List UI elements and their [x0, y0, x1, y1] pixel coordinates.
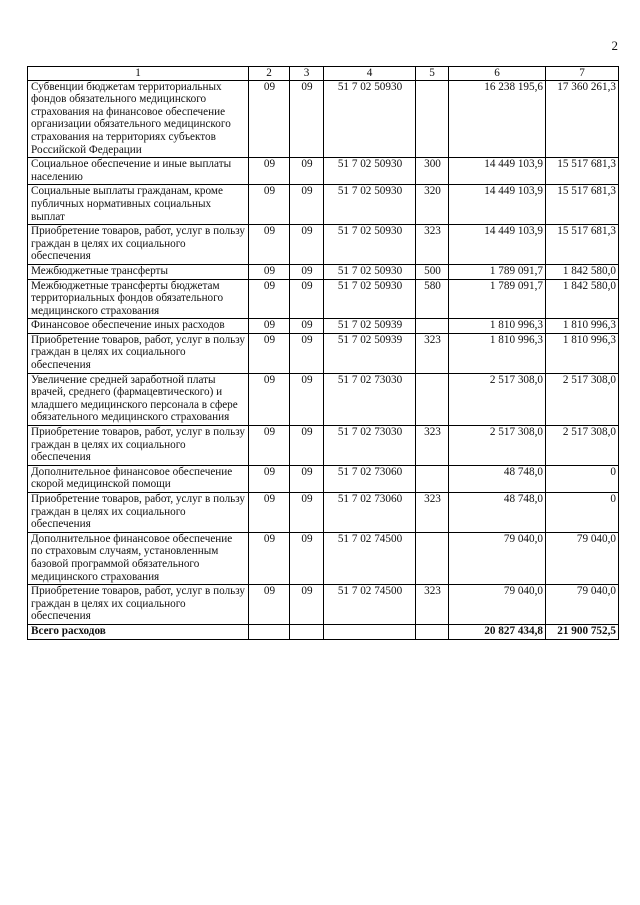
row-name-cell: Приобретение товаров, работ, услуг в пользу граждан в целях их социального обеспечения	[28, 585, 249, 625]
row-col5-cell	[416, 80, 449, 158]
table-header-row	[28, 67, 619, 81]
row-col4-cell: 51 7 02 74500	[324, 532, 416, 584]
row-col3-cell: 09	[290, 532, 324, 584]
table-row	[28, 225, 619, 265]
row-col2-cell: 09	[249, 158, 290, 185]
table-cell	[249, 624, 290, 639]
table-cell	[416, 624, 449, 639]
row-col3-cell: 09	[290, 319, 324, 334]
table-cell	[324, 624, 416, 639]
row-col5-cell: 323	[416, 426, 449, 466]
total-col6: 20 827 434,8	[449, 624, 546, 639]
row-col7-cell: 0	[546, 493, 619, 533]
row-name-cell: Приобретение товаров, работ, услуг в пользу граждан в целях их социального обеспечения	[28, 493, 249, 533]
row-col7-cell: 79 040,0	[546, 585, 619, 625]
table-row	[28, 532, 619, 584]
row-name-cell: Приобретение товаров, работ, услуг в пользу граждан в целях их социального обеспечения	[28, 426, 249, 466]
page-number: 2	[611, 38, 618, 53]
row-col6-cell: 1 810 996,3	[449, 319, 546, 334]
row-col2-cell: 09	[249, 80, 290, 158]
column-header: 3	[290, 67, 324, 81]
row-name-cell: Финансовое обеспечение иных расходов	[28, 319, 249, 334]
row-col3-cell: 09	[290, 264, 324, 279]
row-col4-cell: 51 7 02 50930	[324, 264, 416, 279]
row-col3-cell: 09	[290, 333, 324, 373]
table-row	[28, 585, 619, 625]
row-col4-cell: 51 7 02 74500	[324, 585, 416, 625]
row-col5-cell	[416, 373, 449, 425]
row-col4-cell: 51 7 02 73060	[324, 465, 416, 492]
row-col6-cell: 48 748,0	[449, 493, 546, 533]
row-col5-cell	[416, 532, 449, 584]
row-col2-cell: 09	[249, 319, 290, 334]
table-row	[28, 465, 619, 492]
row-col6-cell: 79 040,0	[449, 585, 546, 625]
row-col7-cell: 1 810 996,3	[546, 319, 619, 334]
row-col3-cell: 09	[290, 373, 324, 425]
row-col4-cell: 51 7 02 73060	[324, 493, 416, 533]
row-col7-cell: 15 517 681,3	[546, 225, 619, 265]
row-col4-cell: 51 7 02 50939	[324, 333, 416, 373]
row-col7-cell: 1 810 996,3	[546, 333, 619, 373]
row-col7-cell: 1 842 580,0	[546, 279, 619, 319]
row-col2-cell: 09	[249, 225, 290, 265]
table-cell	[290, 624, 324, 639]
row-col6-cell: 2 517 308,0	[449, 426, 546, 466]
row-name-cell: Дополнительное финансовое обеспечение скорой медицинской помощи	[28, 465, 249, 492]
row-col2-cell: 09	[249, 373, 290, 425]
row-col3-cell: 09	[290, 158, 324, 185]
row-col4-cell: 51 7 02 50930	[324, 80, 416, 158]
row-col3-cell: 09	[290, 225, 324, 265]
row-col3-cell: 09	[290, 585, 324, 625]
row-col2-cell: 09	[249, 532, 290, 584]
row-col5-cell: 500	[416, 264, 449, 279]
row-name-cell: Увеличение средней заработной платы врачей, среднего (фармацевтического) и младшего медицинского персонала в сфере обязательного медицинского страхования	[28, 373, 249, 425]
row-col3-cell: 09	[290, 493, 324, 533]
row-col2-cell: 09	[249, 493, 290, 533]
row-col6-cell: 16 238 195,6	[449, 80, 546, 158]
row-col5-cell	[416, 319, 449, 334]
row-col5-cell: 323	[416, 493, 449, 533]
table-row	[28, 319, 619, 334]
row-col4-cell: 51 7 02 50930	[324, 279, 416, 319]
row-col4-cell: 51 7 02 50930	[324, 185, 416, 225]
table-row	[28, 185, 619, 225]
row-col5-cell: 323	[416, 225, 449, 265]
row-col7-cell: 17 360 261,3	[546, 80, 619, 158]
row-name-cell: Межбюджетные трансферты	[28, 264, 249, 279]
row-col6-cell: 48 748,0	[449, 465, 546, 492]
row-col6-cell: 14 449 103,9	[449, 158, 546, 185]
row-col7-cell: 15 517 681,3	[546, 185, 619, 225]
row-col3-cell: 09	[290, 426, 324, 466]
row-col7-cell: 79 040,0	[546, 532, 619, 584]
row-col2-cell: 09	[249, 264, 290, 279]
row-col5-cell: 320	[416, 185, 449, 225]
row-col6-cell: 1 810 996,3	[449, 333, 546, 373]
row-col4-cell: 51 7 02 73030	[324, 426, 416, 466]
row-col3-cell: 09	[290, 185, 324, 225]
row-col2-cell: 09	[249, 465, 290, 492]
row-col3-cell: 09	[290, 80, 324, 158]
row-col4-cell: 51 7 02 73030	[324, 373, 416, 425]
table-row	[28, 158, 619, 185]
row-col4-cell: 51 7 02 50939	[324, 319, 416, 334]
table-row	[28, 80, 619, 158]
column-header: 1	[28, 67, 249, 81]
row-name-cell: Субвенции бюджетам территориальных фондов обязательного медицинского страхования на финансовое обеспечение организации обязательного медицинского страхования на территориях субъектов Российской Федерации	[28, 80, 249, 158]
table-row	[28, 493, 619, 533]
total-row	[28, 624, 619, 639]
table-row	[28, 279, 619, 319]
table-row	[28, 426, 619, 466]
row-col7-cell: 2 517 308,0	[546, 426, 619, 466]
row-col6-cell: 79 040,0	[449, 532, 546, 584]
row-col7-cell: 1 842 580,0	[546, 264, 619, 279]
row-col3-cell: 09	[290, 279, 324, 319]
table-row	[28, 373, 619, 425]
column-header: 5	[416, 67, 449, 81]
row-name-cell: Приобретение товаров, работ, услуг в пользу граждан в целях их социального обеспечения	[28, 225, 249, 265]
row-col6-cell: 1 789 091,7	[449, 279, 546, 319]
row-name-cell: Приобретение товаров, работ, услуг в пользу граждан в целях их социального обеспечения	[28, 333, 249, 373]
row-col6-cell: 14 449 103,9	[449, 225, 546, 265]
row-name-cell: Социальное обеспечение и иные выплаты населению	[28, 158, 249, 185]
row-col7-cell: 15 517 681,3	[546, 158, 619, 185]
table-row	[28, 264, 619, 279]
row-name-cell: Социальные выплаты гражданам, кроме публичных нормативных социальных выплат	[28, 185, 249, 225]
row-col5-cell	[416, 465, 449, 492]
row-col5-cell: 580	[416, 279, 449, 319]
row-col2-cell: 09	[249, 585, 290, 625]
row-col7-cell: 0	[546, 465, 619, 492]
row-col7-cell: 2 517 308,0	[546, 373, 619, 425]
row-col6-cell: 2 517 308,0	[449, 373, 546, 425]
row-col2-cell: 09	[249, 333, 290, 373]
row-col2-cell: 09	[249, 279, 290, 319]
row-name-cell: Межбюджетные трансферты бюджетам территориальных фондов обязательного медицинского страхования	[28, 279, 249, 319]
total-col7: 21 900 752,5	[546, 624, 619, 639]
row-col4-cell: 51 7 02 50930	[324, 225, 416, 265]
row-col5-cell: 300	[416, 158, 449, 185]
budget-table	[27, 66, 619, 640]
total-label: Всего расходов	[28, 624, 249, 639]
row-col5-cell: 323	[416, 333, 449, 373]
table-row	[28, 333, 619, 373]
row-name-cell: Дополнительное финансовое обеспечение по страховым случаям, установленным базовой программой обязательного медицинского страхования	[28, 532, 249, 584]
column-header: 7	[546, 67, 619, 81]
column-header: 4	[324, 67, 416, 81]
row-col3-cell: 09	[290, 465, 324, 492]
row-col2-cell: 09	[249, 426, 290, 466]
column-header: 2	[249, 67, 290, 81]
row-col4-cell: 51 7 02 50930	[324, 158, 416, 185]
row-col6-cell: 14 449 103,9	[449, 185, 546, 225]
row-col6-cell: 1 789 091,7	[449, 264, 546, 279]
row-col5-cell: 323	[416, 585, 449, 625]
column-header: 6	[449, 67, 546, 81]
row-col2-cell: 09	[249, 185, 290, 225]
